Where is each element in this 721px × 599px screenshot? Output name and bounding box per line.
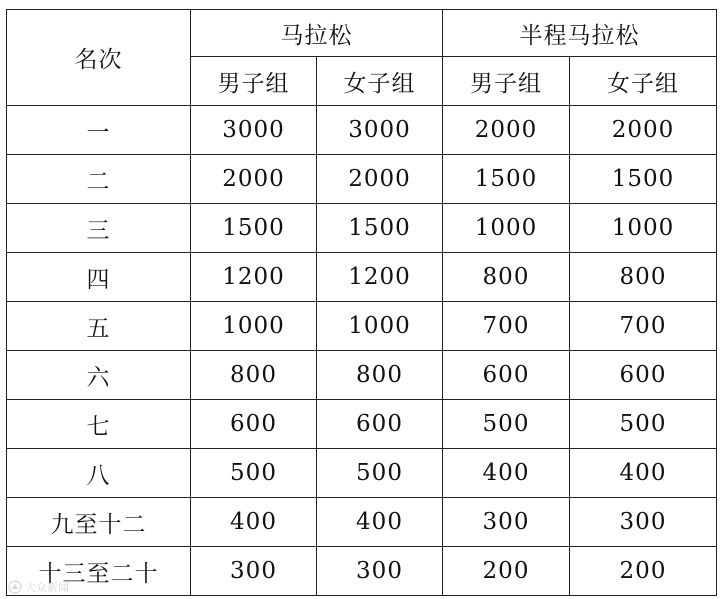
prize-cell-marathon-men: 500 [191, 449, 317, 498]
prize-cell-half-women: 600 [570, 351, 717, 400]
table-row [7, 155, 717, 204]
subheader-half-men: 男子组 [443, 57, 570, 106]
prize-cell-marathon-women: 300 [317, 547, 443, 596]
prize-cell-marathon-women: 1200 [317, 253, 443, 302]
prize-cell-half-men: 700 [443, 302, 570, 351]
table-row [7, 498, 717, 547]
group-header-half-marathon: 半程马拉松 [443, 10, 717, 57]
prize-cell-marathon-men: 400 [191, 498, 317, 547]
rank-header: 名次 [7, 10, 191, 106]
prize-cell-half-men: 1500 [443, 155, 570, 204]
prize-cell-half-women: 400 [570, 449, 717, 498]
table-row [7, 547, 717, 596]
prize-cell-marathon-men: 600 [191, 400, 317, 449]
prize-cell-marathon-women: 500 [317, 449, 443, 498]
prize-cell-half-men: 800 [443, 253, 570, 302]
prize-cell-half-men: 2000 [443, 106, 570, 155]
prize-cell-marathon-women: 2000 [317, 155, 443, 204]
table-row [7, 106, 717, 155]
rank-cell: 八 [7, 449, 191, 498]
prize-cell-half-men: 300 [443, 498, 570, 547]
prize-cell-marathon-men: 2000 [191, 155, 317, 204]
prize-cell-half-men: 500 [443, 400, 570, 449]
prize-cell-half-men: 200 [443, 547, 570, 596]
prize-cell-half-women: 200 [570, 547, 717, 596]
prize-cell-marathon-men: 1000 [191, 302, 317, 351]
prize-cell-half-women: 1500 [570, 155, 717, 204]
prize-cell-marathon-women: 1000 [317, 302, 443, 351]
prize-cell-marathon-women: 800 [317, 351, 443, 400]
rank-cell: 三 [7, 204, 191, 253]
subheader-half-women: 女子组 [570, 57, 717, 106]
rank-cell: 七 [7, 400, 191, 449]
rank-cell: 六 [7, 351, 191, 400]
prize-cell-half-women: 300 [570, 498, 717, 547]
prize-cell-half-women: 800 [570, 253, 717, 302]
prize-cell-half-women: 1000 [570, 204, 717, 253]
watermark [8, 580, 69, 594]
rank-cell: 九至十二 [7, 498, 191, 547]
prize-cell-marathon-men: 3000 [191, 106, 317, 155]
prize-cell-marathon-women: 400 [317, 498, 443, 547]
prize-cell-half-men: 600 [443, 351, 570, 400]
prize-cell-marathon-men: 300 [191, 547, 317, 596]
prize-cell-marathon-men: 1500 [191, 204, 317, 253]
rank-cell: 四 [7, 253, 191, 302]
group-header-marathon: 马拉松 [191, 10, 443, 57]
prize-table [6, 9, 717, 596]
prize-cell-marathon-women: 3000 [317, 106, 443, 155]
prize-cell-half-women: 2000 [570, 106, 717, 155]
header-row-groups [7, 10, 717, 57]
table-row [7, 302, 717, 351]
subheader-marathon-women: 女子组 [317, 57, 443, 106]
table-body [7, 106, 717, 596]
prize-cell-half-men: 1000 [443, 204, 570, 253]
prize-cell-marathon-women: 600 [317, 400, 443, 449]
table-row [7, 400, 717, 449]
rank-cell: 五 [7, 302, 191, 351]
prize-cell-marathon-women: 1500 [317, 204, 443, 253]
table-row [7, 351, 717, 400]
table-row [7, 253, 717, 302]
watermark-text: 大众新闻 [25, 581, 69, 594]
prize-cell-half-men: 400 [443, 449, 570, 498]
watermark-logo-icon [8, 580, 22, 594]
prize-cell-half-women: 700 [570, 302, 717, 351]
subheader-marathon-men: 男子组 [191, 57, 317, 106]
prize-cell-marathon-men: 800 [191, 351, 317, 400]
rank-cell: 十三至二十 [7, 547, 191, 596]
prize-cell-marathon-men: 1200 [191, 253, 317, 302]
table-row [7, 204, 717, 253]
rank-cell: 二 [7, 155, 191, 204]
prize-cell-half-women: 500 [570, 400, 717, 449]
rank-cell: 一 [7, 106, 191, 155]
table-row [7, 449, 717, 498]
